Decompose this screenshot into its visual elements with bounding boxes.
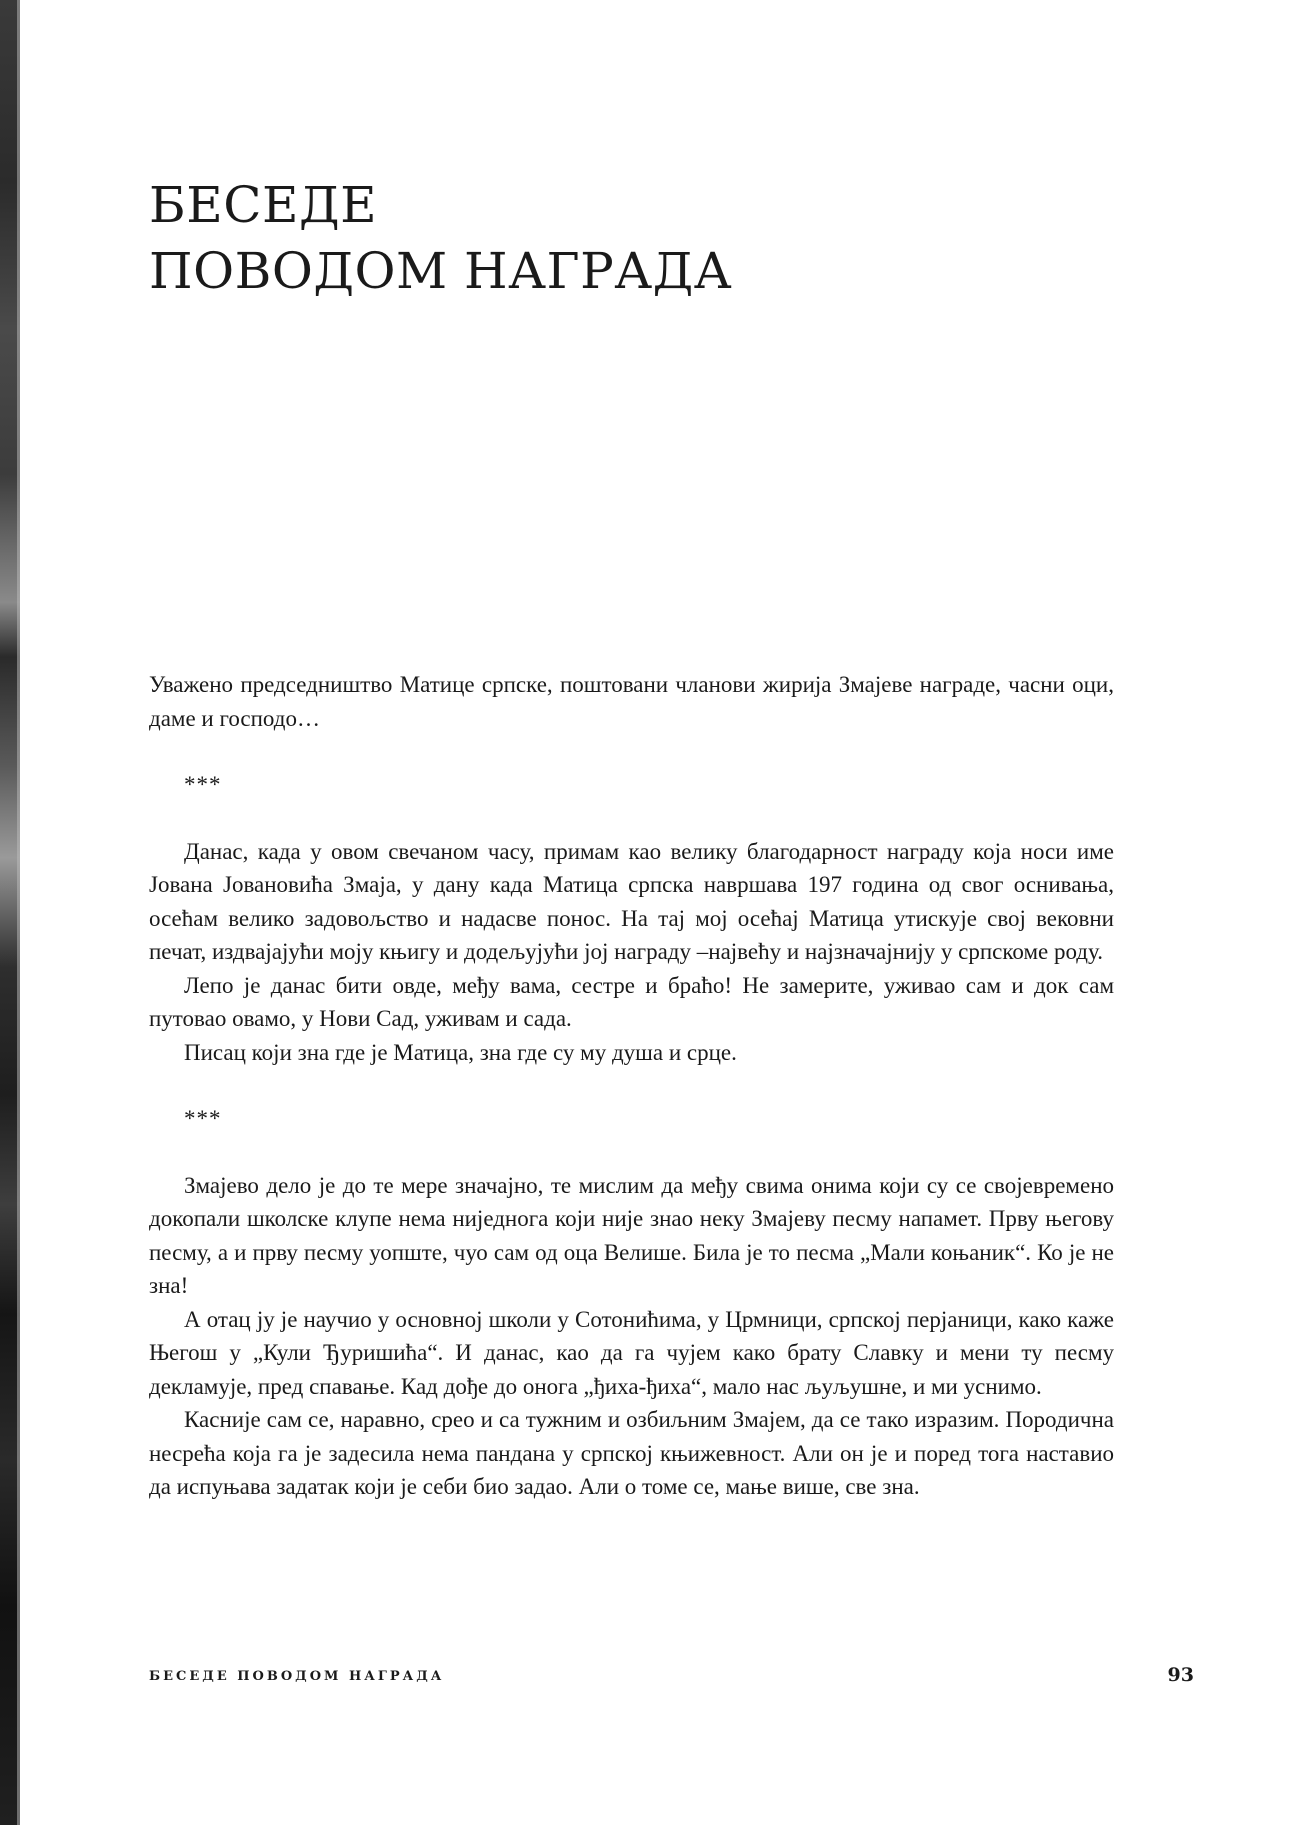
paragraph: Лепо је данас бити овде, међу вама, сестре и браћо! Не замерите, уживао сам и док сам путовао овамо, у Нови Сад, уживам и сада. — [149, 972, 1114, 1031]
paragraph: Данас, када у овом свечаном часу, примам као велику благодарност награду која носи име Јована Јовановића Змаја, у дану када Матица српска навршава 197 година од свог оснивања, осећам велико задовољство и надасве понос. На тај мој осећај Матица утискује свој вековни печат, издвајајући моју књигу и додељујући јој награду –највећу и најзначајнију у српскоме роду. — [149, 838, 1114, 964]
running-footer-title: БЕСЕДЕ ПОВОДОМ НАГРАДА — [149, 1669, 445, 1684]
paragraph: А отац ју је научио у основној школи у Сотонићима, у Црмници, српској перјаници, како каже Његош у „Кули Ђуришића“. И данас, као да га чујем како брату Славку и мени ту песму декламује, пред спавање. Кад дође до онога „ђиха-ђиха“, мало нас љуљушне, и ми уснимо. — [149, 1306, 1114, 1399]
page-title-line-1: БЕСЕДЕ — [149, 176, 378, 234]
page-title-line-2: ПОВОДОМ НАГРАДА — [149, 242, 733, 300]
body-text — [149, 668, 1114, 1504]
paragraph: Касније сам се, наравно, срео и са тужним и озбиљним Змајем, да се тако изразим. Породична несрећа која га је задесила нема пандана у српској књижевност. Али он је и поред тога наставио да испуњава задатак који је себи био задао. Али о томе се, мање више, све зна. — [149, 1407, 1114, 1499]
section-separator: *** — [184, 1106, 222, 1131]
photo-edge-strip — [0, 0, 20, 1825]
page-number: 93 — [1167, 1664, 1194, 1686]
paragraph: Писац који зна где је Матица, зна где су му душа и срце. — [184, 1039, 737, 1065]
salutation-paragraph: Уважено председништво Матице српске, поштовани чланови жирија Змајеве награде, часни оци, даме и господо… — [149, 672, 1114, 731]
paragraph: Змајево дело је до те мере значајно, те мислим да међу свима онима који су се својевремено докопали школске клупе нема ниједнога који није знао неку Змајеву песму напамет. Прву његову песму, а и прву песму уопште, чуо сам од оца Велише. Била је то песма „Мали коњаник“. Ко је не зна! — [149, 1172, 1114, 1298]
page-title — [149, 172, 732, 304]
section-separator: *** — [184, 772, 222, 797]
